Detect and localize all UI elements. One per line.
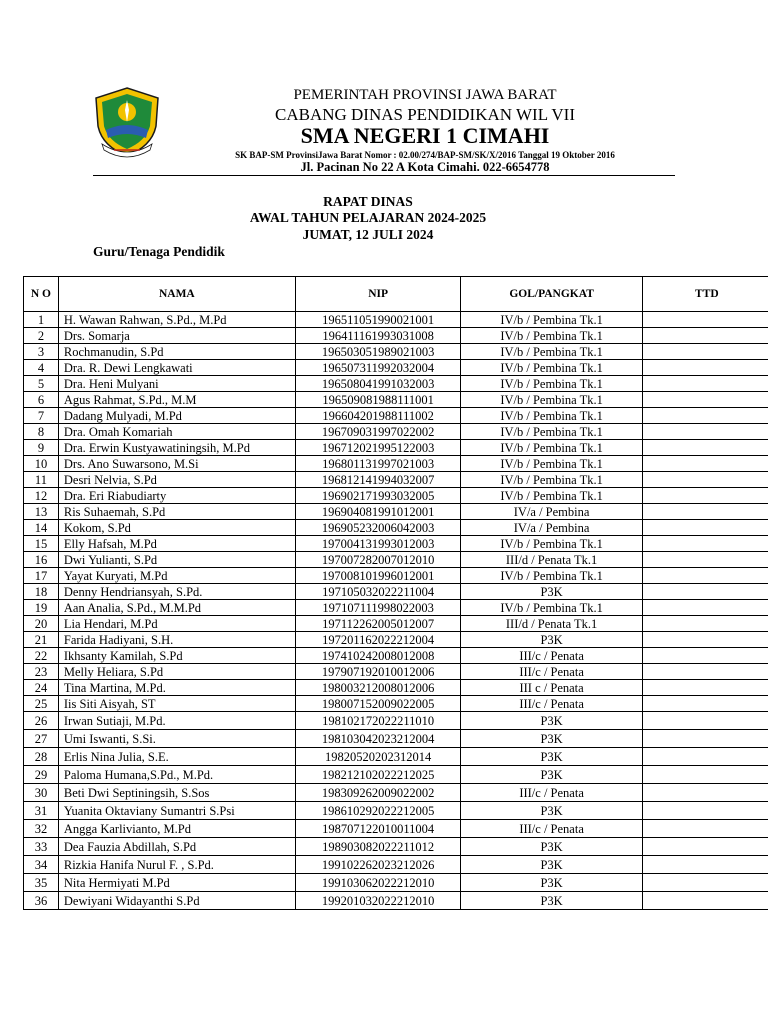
row-nip: 196503051989021003 [295, 344, 461, 360]
row-nip: 198212102022212025 [295, 766, 461, 784]
table-row [24, 504, 768, 520]
row-signature-cell [642, 376, 768, 392]
row-nip: 199102262023212026 [295, 856, 461, 874]
table-row [24, 440, 768, 456]
west-java-emblem-icon [92, 86, 162, 158]
row-number: 22 [24, 648, 59, 664]
table-row [24, 874, 768, 892]
row-rank: IV/b / Pembina Tk.1 [461, 488, 642, 504]
table-row [24, 552, 768, 568]
table-row [24, 376, 768, 392]
row-number: 1 [24, 312, 59, 328]
row-name: Kokom, S.Pd [58, 520, 295, 536]
row-name: Dra. Heni Mulyani [58, 376, 295, 392]
row-rank: IV/b / Pembina Tk.1 [461, 360, 642, 376]
row-nip: 198309262009022002 [295, 784, 461, 802]
row-number: 2 [24, 328, 59, 344]
row-number: 3 [24, 344, 59, 360]
row-name: Dwi Yulianti, S.Pd [58, 552, 295, 568]
table-row [24, 892, 768, 910]
row-signature-cell [642, 648, 768, 664]
row-name: Yuanita Oktaviany Sumantri S.Psi [58, 802, 295, 820]
row-signature-cell [642, 504, 768, 520]
row-name: Farida Hadiyani, S.H. [58, 632, 295, 648]
header-nip: NIP [295, 277, 461, 312]
row-signature-cell [642, 456, 768, 472]
letterhead-divider [93, 175, 675, 176]
row-nip: 198102172022211010 [295, 712, 461, 730]
row-nip: 197907192010012006 [295, 664, 461, 680]
header-no: N O [24, 277, 59, 312]
row-name: Yayat Kuryati, M.Pd [58, 568, 295, 584]
row-rank: III/d / Penata Tk.1 [461, 552, 642, 568]
row-rank: IV/b / Pembina Tk.1 [461, 424, 642, 440]
table-row [24, 408, 768, 424]
row-nip: 197105032022211004 [295, 584, 461, 600]
school-name: SMA NEGERI 1 CIMAHI [300, 123, 550, 148]
row-number: 8 [24, 424, 59, 440]
document-date: JUMAT, 12 JULI 2024 [302, 227, 434, 242]
header-gol: GOL/PANGKAT [461, 277, 642, 312]
table-row [24, 648, 768, 664]
row-name: Paloma Humana,S.Pd., M.Pd. [58, 766, 295, 784]
row-nip: 196709031997022002 [295, 424, 461, 440]
row-number: 29 [24, 766, 59, 784]
row-nip: 196511051990021001 [295, 312, 461, 328]
row-name: Beti Dwi Septiningsih, S.Sos [58, 784, 295, 802]
row-number: 16 [24, 552, 59, 568]
row-name: Aan Analia, S.Pd., M.M.Pd [58, 600, 295, 616]
row-number: 7 [24, 408, 59, 424]
row-name: Lia Hendari, M.Pd [58, 616, 295, 632]
row-signature-cell [642, 360, 768, 376]
row-number: 13 [24, 504, 59, 520]
table-row [24, 784, 768, 802]
row-name: Dadang Mulyadi, M.Pd [58, 408, 295, 424]
row-signature-cell [642, 632, 768, 648]
row-name: Dewiyani Widayanthi S.Pd [58, 892, 295, 910]
row-number: 19 [24, 600, 59, 616]
row-nip: 196904081991012001 [295, 504, 461, 520]
row-name: Dra. Eri Riabudiarty [58, 488, 295, 504]
row-nip: 198903082022211012 [295, 838, 461, 856]
table-row [24, 838, 768, 856]
row-name: Melly Heliara, S.Pd [58, 664, 295, 680]
row-name: Dra. Omah Komariah [58, 424, 295, 440]
table-row [24, 520, 768, 536]
row-nip: 196411161993031008 [295, 328, 461, 344]
row-number: 27 [24, 730, 59, 748]
table-row [24, 696, 768, 712]
row-rank: P3K [461, 712, 642, 730]
row-name: Umi Iswanti, S.Si. [58, 730, 295, 748]
row-rank: P3K [461, 838, 642, 856]
row-signature-cell [642, 552, 768, 568]
row-rank: P3K [461, 766, 642, 784]
table-row [24, 424, 768, 440]
row-nip: 198610292022212005 [295, 802, 461, 820]
row-number: 11 [24, 472, 59, 488]
row-name: Agus Rahmat, S.Pd., M.M [58, 392, 295, 408]
row-nip: 198007152009022005 [295, 696, 461, 712]
row-rank: IV/b / Pembina Tk.1 [461, 376, 642, 392]
row-name: Ikhsanty Kamilah, S.Pd [58, 648, 295, 664]
row-signature-cell [642, 874, 768, 892]
row-name: Dra. Erwin Kustyawatiningsih, M.Pd [58, 440, 295, 456]
row-number: 9 [24, 440, 59, 456]
row-number: 33 [24, 838, 59, 856]
table-row [24, 632, 768, 648]
row-signature-cell [642, 748, 768, 766]
row-number: 15 [24, 536, 59, 552]
row-nip: 199103062022212010 [295, 874, 461, 892]
row-signature-cell [642, 892, 768, 910]
table-row [24, 616, 768, 632]
row-number: 10 [24, 456, 59, 472]
row-signature-cell [642, 488, 768, 504]
row-name: Elly Hafsah, M.Pd [58, 536, 295, 552]
row-signature-cell [642, 344, 768, 360]
row-name: Rizkia Hanifa Nurul F. , S.Pd. [58, 856, 295, 874]
row-nip: 196902171993032005 [295, 488, 461, 504]
row-signature-cell [642, 536, 768, 552]
row-nip: 19820520202312014 [295, 748, 461, 766]
row-number: 5 [24, 376, 59, 392]
table-row [24, 664, 768, 680]
row-rank: IV/a / Pembina [461, 520, 642, 536]
row-rank: P3K [461, 730, 642, 748]
row-number: 28 [24, 748, 59, 766]
row-nip: 198003212008012006 [295, 680, 461, 696]
row-nip: 196801131997021003 [295, 456, 461, 472]
row-nip: 196509081988111001 [295, 392, 461, 408]
row-name: Ris Suhaemah, S.Pd [58, 504, 295, 520]
table-row [24, 536, 768, 552]
row-rank: IV/b / Pembina Tk.1 [461, 344, 642, 360]
row-rank: IV/b / Pembina Tk.1 [461, 600, 642, 616]
table-row [24, 360, 768, 376]
table-row [24, 802, 768, 820]
row-rank: III/c / Penata [461, 784, 642, 802]
table-row [24, 488, 768, 504]
row-name: Nita Hermiyati M.Pd [58, 874, 295, 892]
table-row [24, 856, 768, 874]
row-nip: 198707122010011004 [295, 820, 461, 838]
table-row [24, 328, 768, 344]
province-line: PEMERINTAH PROVINSI JAWA BARAT [293, 87, 557, 103]
row-number: 23 [24, 664, 59, 680]
row-signature-cell [642, 568, 768, 584]
row-rank: IV/a / Pembina [461, 504, 642, 520]
row-number: 32 [24, 820, 59, 838]
row-signature-cell [642, 664, 768, 680]
row-rank: P3K [461, 748, 642, 766]
table-row [24, 820, 768, 838]
row-number: 14 [24, 520, 59, 536]
row-rank: IV/b / Pembina Tk.1 [461, 456, 642, 472]
row-nip: 197107111998022003 [295, 600, 461, 616]
row-signature-cell [642, 856, 768, 874]
row-name: Dea Fauzia Abdillah, S.Pd [58, 838, 295, 856]
attendance-table [23, 276, 768, 910]
row-nip: 197410242008012008 [295, 648, 461, 664]
row-rank: P3K [461, 802, 642, 820]
document-subtitle: AWAL TAHUN PELAJARAN 2024-2025 [249, 210, 487, 225]
table-row [24, 568, 768, 584]
row-nip: 199201032022212010 [295, 892, 461, 910]
table-row [24, 600, 768, 616]
row-signature-cell [642, 820, 768, 838]
row-number: 20 [24, 616, 59, 632]
row-rank: P3K [461, 892, 642, 910]
row-rank: IV/b / Pembina Tk.1 [461, 312, 642, 328]
row-signature-cell [642, 838, 768, 856]
row-number: 17 [24, 568, 59, 584]
row-signature-cell [642, 600, 768, 616]
row-name: Tina Martina, M.Pd. [58, 680, 295, 696]
section-label: Guru/Tenaga Pendidik [93, 244, 225, 259]
table-row [24, 472, 768, 488]
row-signature-cell [642, 712, 768, 730]
row-signature-cell [642, 680, 768, 696]
row-name: Drs. Somarja [58, 328, 295, 344]
row-name: Desri Nelvia, S.Pd [58, 472, 295, 488]
row-signature-cell [642, 440, 768, 456]
row-nip: 197008101996012001 [295, 568, 461, 584]
row-rank: IV/b / Pembina Tk.1 [461, 408, 642, 424]
row-signature-cell [642, 472, 768, 488]
row-number: 4 [24, 360, 59, 376]
header-ttd: TTD [642, 277, 768, 312]
row-nip: 197201162022212004 [295, 632, 461, 648]
row-rank: IV/b / Pembina Tk.1 [461, 568, 642, 584]
row-rank: III/c / Penata [461, 648, 642, 664]
table-header-row [24, 277, 768, 312]
row-signature-cell [642, 312, 768, 328]
row-name: Erlis Nina Julia, S.E. [58, 748, 295, 766]
table-row [24, 344, 768, 360]
row-name: Drs. Ano Suwarsono, M.Si [58, 456, 295, 472]
row-signature-cell [642, 730, 768, 748]
row-nip: 198103042023212004 [295, 730, 461, 748]
row-signature-cell [642, 408, 768, 424]
row-nip: 196508041991032003 [295, 376, 461, 392]
table-row [24, 456, 768, 472]
row-signature-cell [642, 520, 768, 536]
row-number: 18 [24, 584, 59, 600]
accreditation-line: SK BAP-SM ProvinsiJawa Barat Nomor : 02.00/274/BAP-SM/SK/X/2016 Tanggal 19 Oktober 2016 [235, 150, 615, 160]
row-signature-cell [642, 784, 768, 802]
row-signature-cell [642, 424, 768, 440]
row-rank: IV/b / Pembina Tk.1 [461, 328, 642, 344]
row-number: 31 [24, 802, 59, 820]
row-nip: 196712021995122003 [295, 440, 461, 456]
row-number: 35 [24, 874, 59, 892]
row-nip: 196812141994032007 [295, 472, 461, 488]
row-signature-cell [642, 584, 768, 600]
table-row [24, 712, 768, 730]
row-name: Rochmanudin, S.Pd [58, 344, 295, 360]
row-number: 36 [24, 892, 59, 910]
table-row [24, 584, 768, 600]
row-name: H. Wawan Rahwan, S.Pd., M.Pd [58, 312, 295, 328]
table-row [24, 392, 768, 408]
row-rank: III/c / Penata [461, 820, 642, 838]
row-number: 34 [24, 856, 59, 874]
row-rank: III/d / Penata Tk.1 [461, 616, 642, 632]
row-name: Iis Siti Aisyah, ST [58, 696, 295, 712]
agency-line: CABANG DINAS PENDIDIKAN WIL VII [275, 105, 575, 124]
row-number: 6 [24, 392, 59, 408]
row-signature-cell [642, 766, 768, 784]
row-nip: 196604201988111002 [295, 408, 461, 424]
row-rank: P3K [461, 632, 642, 648]
table-row [24, 680, 768, 696]
row-nip: 197004131993012003 [295, 536, 461, 552]
row-number: 24 [24, 680, 59, 696]
row-signature-cell [642, 392, 768, 408]
table-row [24, 748, 768, 766]
table-row [24, 766, 768, 784]
row-name: Angga Karlivianto, M.Pd [58, 820, 295, 838]
header-nama: NAMA [58, 277, 295, 312]
row-rank: IV/b / Pembina Tk.1 [461, 472, 642, 488]
row-rank: IV/b / Pembina Tk.1 [461, 440, 642, 456]
row-number: 25 [24, 696, 59, 712]
school-address: Jl. Pacinan No 22 A Kota Cimahi. 022-6654778 [300, 160, 550, 174]
row-signature-cell [642, 696, 768, 712]
row-rank: P3K [461, 856, 642, 874]
row-rank: IV/b / Pembina Tk.1 [461, 536, 642, 552]
row-nip: 196507311992032004 [295, 360, 461, 376]
row-nip: 196905232006042003 [295, 520, 461, 536]
row-name: Denny Hendriansyah, S.Pd. [58, 584, 295, 600]
row-rank: III/c / Penata [461, 696, 642, 712]
row-number: 26 [24, 712, 59, 730]
row-signature-cell [642, 328, 768, 344]
row-signature-cell [642, 616, 768, 632]
row-nip: 197112262005012007 [295, 616, 461, 632]
row-rank: III/c / Penata [461, 664, 642, 680]
row-rank: P3K [461, 584, 642, 600]
document-title: RAPAT DINAS [323, 194, 413, 209]
row-rank: P3K [461, 874, 642, 892]
row-name: Irwan Sutiaji, M.Pd. [58, 712, 295, 730]
row-name: Dra. R. Dewi Lengkawati [58, 360, 295, 376]
row-rank: IV/b / Pembina Tk.1 [461, 392, 642, 408]
table-row [24, 730, 768, 748]
row-signature-cell [642, 802, 768, 820]
row-number: 21 [24, 632, 59, 648]
row-nip: 197007282007012010 [295, 552, 461, 568]
row-number: 12 [24, 488, 59, 504]
row-rank: III c / Penata [461, 680, 642, 696]
table-row [24, 312, 768, 328]
row-number: 30 [24, 784, 59, 802]
